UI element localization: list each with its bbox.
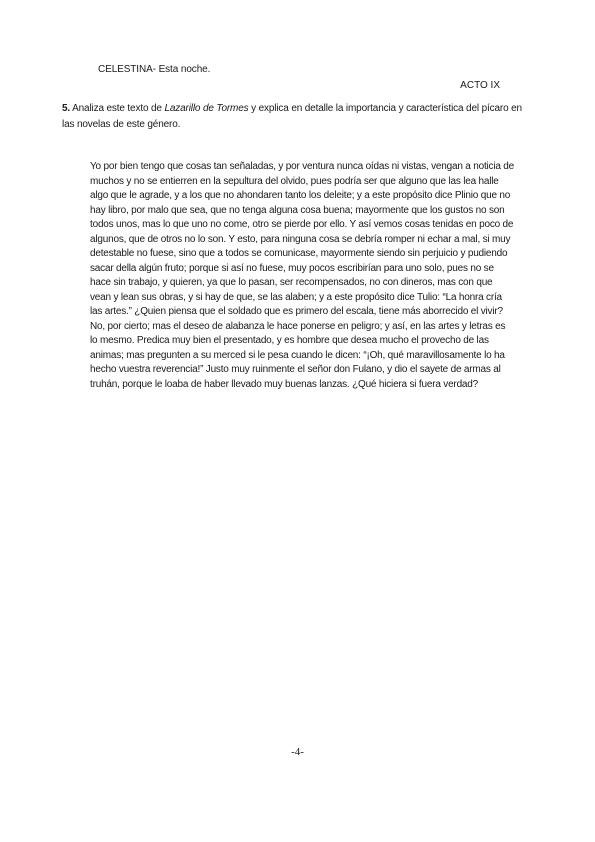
quoted-passage: Yo por bien tengo que cosas tan señaladas, y por ventura nunca oídas ni vistas, vengan a noticia de muchos y no se entierren en la sepultura del olvido, pues podría ser que alguno que las lea halle algo que le agrade, y a los que no ahondaren tanto los deleite; y a este propósito dice Plinio que no hay libro, por malo que sea, que no tenga alguna cosa buena; mayormente que los gustos no son todos unos, mas lo que uno no come, otro se pierde por ello. Y así vemos cosas tenidas en poco de algunos, que de otros no lo son. Y esto, para ninguna cosa se debría romper ni echar a mal, si muy detestable no fuese, sino que a todos se comunicase, mayormente siendo sin perjuicio y pudiendo sacar della algún fruto; porque si así no fuese, muy pocos escribirían para uno solo, pues no se hace sin trabajo, y quieren, ya que lo pasan, ser recompensados, no con dineros, mas con que vean y lean sus obras, y si hay de que, se las alaben; y a este propósito dice Tulio: “La honra cría las artes.” ¿Quien piensa que el soldado que es primero del escala, tiene más aborrecido el vivir? No, por cierto; mas el deseo de alabanza le hace ponerse en peligro; y así, en las artes y letras es lo mesmo. Predica muy bien el presentado, y es hombre que desea mucho el provecho de las animas; mas pregunten a su merced si le pesa cuando le dicen: “¡Oh, qué maravillosamente lo ha hecho vuestra reverencia!” Justo muy ruinmente el señor don Fulano, y dio el sayete de armas al truhán, porque le loaba de haber llevado muy buenas lanzas. ¿Qué hiciera si fuera verdad? (90, 161, 515, 390)
question-number: 5. (62, 103, 71, 114)
work-title: Lazarillo de Tormes (164, 103, 249, 114)
page-number: -4- (291, 746, 304, 758)
celestina-line: CELESTINA- Esta noche. (98, 64, 211, 75)
question-text-before: Analiza este texto de (70, 103, 165, 114)
question-text-after: y explica en detalle la importancia y característica del pícaro en las novelas de este género. (62, 103, 522, 130)
act-label: ACTO IX (460, 80, 500, 91)
question-5 (62, 101, 536, 133)
